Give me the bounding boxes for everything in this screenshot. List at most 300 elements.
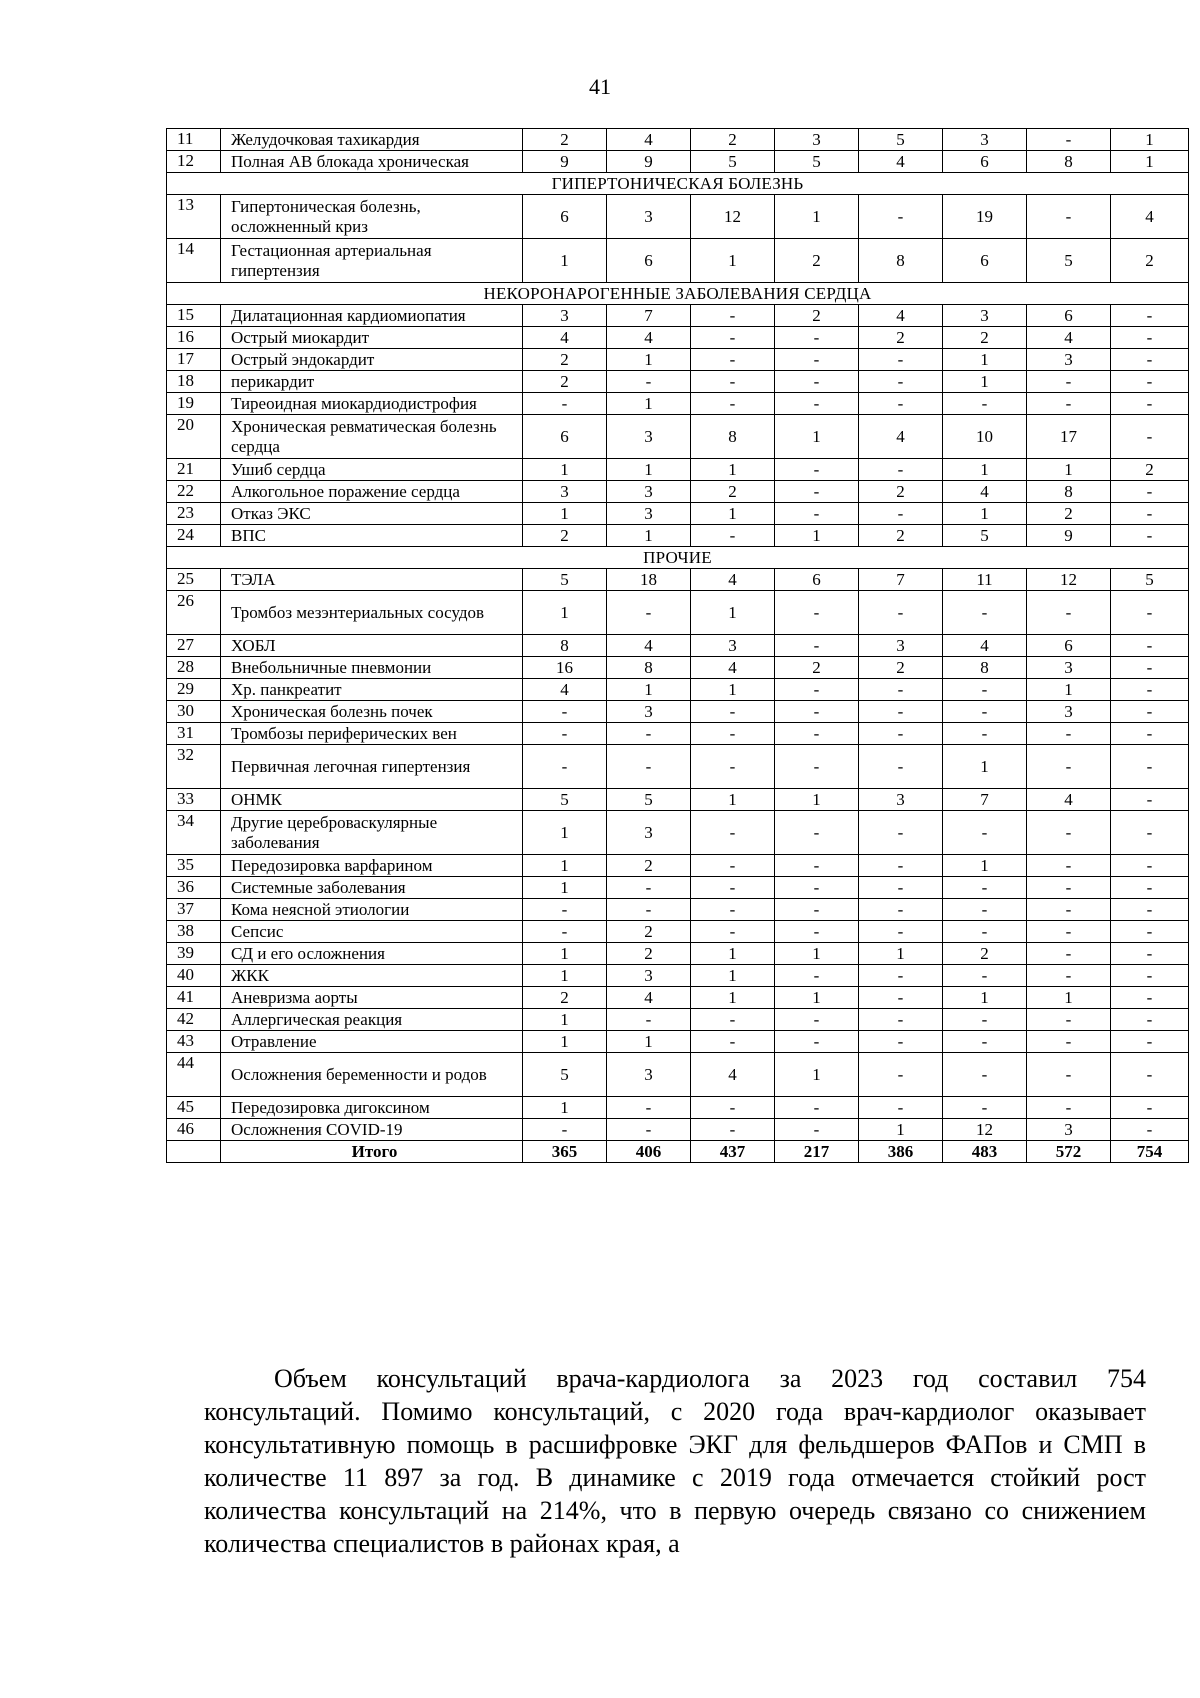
table-row xyxy=(167,305,1189,327)
row-number: 14 xyxy=(167,239,221,283)
row-number: 21 xyxy=(167,459,221,481)
value-cell: 1 xyxy=(775,195,859,239)
row-number: 18 xyxy=(167,371,221,393)
value-cell: - xyxy=(691,921,775,943)
value-cell: - xyxy=(943,811,1027,855)
value-cell: 4 xyxy=(1027,789,1111,811)
value-cell: - xyxy=(1027,1009,1111,1031)
value-cell: 9 xyxy=(607,151,691,173)
value-cell: 3 xyxy=(1027,701,1111,723)
value-cell: - xyxy=(691,305,775,327)
value-cell: 2 xyxy=(523,371,607,393)
section-title: ПРОЧИЕ xyxy=(167,547,1189,569)
value-cell: 2 xyxy=(691,129,775,151)
value-cell: - xyxy=(859,1031,943,1053)
value-cell: 5 xyxy=(775,151,859,173)
row-number: 11 xyxy=(167,129,221,151)
value-cell: 2 xyxy=(859,481,943,503)
value-cell: - xyxy=(691,701,775,723)
value-cell: - xyxy=(1111,305,1189,327)
row-number: 35 xyxy=(167,855,221,877)
value-cell: - xyxy=(859,591,943,635)
body-paragraph: Объем консультаций врача-кардиолога за 2023 год составил 754 консультаций. Помимо консультаций, с 2020 года врач-кардиолог оказывает консультативную помощь в расшифровке ЭКГ для фельдшеров ФАПов и СМП в количестве 11 897 за год. В динамике с 2019 года отмечается стойкий рост количества консультаций на 214%, что в первую очередь связано со снижением количества специалистов в районах края, а xyxy=(204,1364,1146,1558)
row-label: Аневризма аорты xyxy=(221,987,523,1009)
value-cell: 3 xyxy=(523,481,607,503)
value-cell: 18 xyxy=(607,569,691,591)
row-label: ТЭЛА xyxy=(221,569,523,591)
value-cell: - xyxy=(691,327,775,349)
value-cell: 4 xyxy=(1111,195,1189,239)
value-cell: 2 xyxy=(523,525,607,547)
row-label: Осложнения COVID-19 xyxy=(221,1119,523,1141)
value-cell: - xyxy=(1111,503,1189,525)
value-cell: 9 xyxy=(1027,525,1111,547)
value-cell: 1 xyxy=(775,789,859,811)
value-cell: 1 xyxy=(523,965,607,987)
value-cell: - xyxy=(775,723,859,745)
value-cell: 12 xyxy=(943,1119,1027,1141)
value-cell: - xyxy=(1111,943,1189,965)
row-label: Отравление xyxy=(221,1031,523,1053)
value-cell: - xyxy=(859,679,943,701)
row-number: 37 xyxy=(167,899,221,921)
table-body xyxy=(167,129,1189,1163)
value-cell: - xyxy=(1111,657,1189,679)
value-cell: - xyxy=(691,1119,775,1141)
row-label: Хроническая болезнь почек xyxy=(221,701,523,723)
table-row xyxy=(167,327,1189,349)
row-label: Полная АВ блокада хроническая xyxy=(221,151,523,173)
value-cell: 4 xyxy=(859,151,943,173)
value-cell: 3 xyxy=(1027,349,1111,371)
value-cell: 2 xyxy=(607,855,691,877)
table-row xyxy=(167,349,1189,371)
value-cell: 3 xyxy=(607,415,691,459)
section-header-row xyxy=(167,173,1189,195)
value-cell: 1 xyxy=(1111,151,1189,173)
value-cell: 6 xyxy=(607,239,691,283)
value-cell: 3 xyxy=(859,635,943,657)
value-cell: 1 xyxy=(1111,129,1189,151)
row-number: 40 xyxy=(167,965,221,987)
value-cell: - xyxy=(1111,327,1189,349)
row-label: ЖКК xyxy=(221,965,523,987)
value-cell: - xyxy=(775,503,859,525)
value-cell: - xyxy=(943,723,1027,745)
value-cell: - xyxy=(1027,195,1111,239)
value-cell: - xyxy=(1111,415,1189,459)
table-row xyxy=(167,195,1189,239)
row-number: 12 xyxy=(167,151,221,173)
value-cell: 2 xyxy=(523,129,607,151)
value-cell: 1 xyxy=(775,1053,859,1097)
table-row xyxy=(167,657,1189,679)
value-cell: 1 xyxy=(943,349,1027,371)
value-cell: 6 xyxy=(523,195,607,239)
row-number: 22 xyxy=(167,481,221,503)
row-number: 41 xyxy=(167,987,221,1009)
value-cell: 2 xyxy=(1111,459,1189,481)
value-cell: - xyxy=(775,459,859,481)
value-cell: - xyxy=(859,965,943,987)
value-cell: - xyxy=(1111,1009,1189,1031)
value-cell: - xyxy=(691,855,775,877)
row-label: Передозировка дигоксином xyxy=(221,1097,523,1119)
value-cell: 1 xyxy=(691,789,775,811)
value-cell: - xyxy=(1111,701,1189,723)
value-cell: 1 xyxy=(691,965,775,987)
value-cell: - xyxy=(943,1097,1027,1119)
value-cell: 1 xyxy=(691,591,775,635)
value-cell: 3 xyxy=(607,503,691,525)
table-row xyxy=(167,1119,1189,1141)
row-number: 33 xyxy=(167,789,221,811)
table-row xyxy=(167,701,1189,723)
value-cell: 1 xyxy=(523,943,607,965)
value-cell: - xyxy=(775,591,859,635)
value-cell: 1 xyxy=(523,591,607,635)
table-row xyxy=(167,129,1189,151)
row-label: Ушиб сердца xyxy=(221,459,523,481)
value-cell: - xyxy=(775,965,859,987)
value-cell: - xyxy=(1027,899,1111,921)
row-number xyxy=(167,1141,221,1163)
row-number: 30 xyxy=(167,701,221,723)
value-cell: 3 xyxy=(607,481,691,503)
value-cell: - xyxy=(775,635,859,657)
value-cell: - xyxy=(523,899,607,921)
table-row xyxy=(167,921,1189,943)
row-number: 32 xyxy=(167,745,221,789)
value-cell: 2 xyxy=(523,349,607,371)
row-label: Первичная легочная гипертензия xyxy=(221,745,523,789)
table-row xyxy=(167,151,1189,173)
value-cell: - xyxy=(943,965,1027,987)
value-cell: - xyxy=(775,1009,859,1031)
value-cell: 1 xyxy=(691,459,775,481)
row-number: 27 xyxy=(167,635,221,657)
value-cell: - xyxy=(775,371,859,393)
value-cell: 1 xyxy=(775,943,859,965)
row-label: Алкогольное поражение сердца xyxy=(221,481,523,503)
table-row xyxy=(167,723,1189,745)
value-cell: - xyxy=(775,1031,859,1053)
value-cell: 1 xyxy=(775,987,859,1009)
value-cell: - xyxy=(691,349,775,371)
value-cell: 1 xyxy=(607,1031,691,1053)
value-cell: - xyxy=(607,877,691,899)
value-cell: 5 xyxy=(523,1053,607,1097)
value-cell: - xyxy=(943,591,1027,635)
row-label: Тиреоидная миокардиодистрофия xyxy=(221,393,523,415)
value-cell: 1 xyxy=(607,393,691,415)
value-cell: - xyxy=(859,1097,943,1119)
value-cell: - xyxy=(1111,921,1189,943)
value-cell: 4 xyxy=(943,481,1027,503)
table-row xyxy=(167,987,1189,1009)
value-cell: - xyxy=(943,899,1027,921)
value-cell: - xyxy=(775,745,859,789)
row-label: Хр. панкреатит xyxy=(221,679,523,701)
value-cell: - xyxy=(859,349,943,371)
value-cell: - xyxy=(1111,481,1189,503)
table-row xyxy=(167,393,1189,415)
row-label: Внебольничные пневмонии xyxy=(221,657,523,679)
value-cell: 1 xyxy=(691,943,775,965)
value-cell: - xyxy=(943,1053,1027,1097)
value-cell: - xyxy=(523,1119,607,1141)
value-cell: - xyxy=(859,1053,943,1097)
value-cell: 1 xyxy=(1027,679,1111,701)
value-cell: - xyxy=(691,393,775,415)
value-cell: - xyxy=(1027,591,1111,635)
value-cell: - xyxy=(1027,943,1111,965)
value-cell: - xyxy=(523,723,607,745)
value-cell: - xyxy=(859,503,943,525)
value-cell: - xyxy=(1111,525,1189,547)
row-number: 46 xyxy=(167,1119,221,1141)
value-cell: - xyxy=(859,855,943,877)
value-cell: 3 xyxy=(1027,1119,1111,1141)
value-cell: 3 xyxy=(859,789,943,811)
value-cell: 16 xyxy=(523,657,607,679)
value-cell: 7 xyxy=(607,305,691,327)
value-cell: 1 xyxy=(523,1097,607,1119)
value-cell: 2 xyxy=(1111,239,1189,283)
value-cell: - xyxy=(859,393,943,415)
value-cell: 4 xyxy=(523,679,607,701)
value-cell: 5 xyxy=(607,789,691,811)
value-cell: 1 xyxy=(691,239,775,283)
value-cell: - xyxy=(1111,393,1189,415)
value-cell: 3 xyxy=(607,811,691,855)
value-cell: - xyxy=(775,921,859,943)
value-cell: - xyxy=(1027,129,1111,151)
value-cell: 1 xyxy=(943,503,1027,525)
value-cell: 1 xyxy=(775,525,859,547)
value-cell: 1 xyxy=(607,459,691,481)
value-cell: - xyxy=(1111,591,1189,635)
value-cell: 572 xyxy=(1027,1141,1111,1163)
value-cell: 6 xyxy=(1027,635,1111,657)
value-cell: 1 xyxy=(607,349,691,371)
table-row xyxy=(167,371,1189,393)
value-cell: - xyxy=(1111,965,1189,987)
value-cell: 2 xyxy=(1027,503,1111,525)
value-cell: 1 xyxy=(523,1009,607,1031)
value-cell: - xyxy=(775,877,859,899)
value-cell: - xyxy=(1027,877,1111,899)
table-row xyxy=(167,1031,1189,1053)
value-cell: 6 xyxy=(943,239,1027,283)
value-cell: - xyxy=(859,745,943,789)
value-cell: - xyxy=(1027,393,1111,415)
value-cell: 4 xyxy=(943,635,1027,657)
row-label: Хроническая ревматическая болезнь сердца xyxy=(221,415,523,459)
value-cell: - xyxy=(607,591,691,635)
value-cell: - xyxy=(943,921,1027,943)
row-number: 43 xyxy=(167,1031,221,1053)
row-number: 15 xyxy=(167,305,221,327)
value-cell: - xyxy=(691,899,775,921)
value-cell: - xyxy=(607,1097,691,1119)
value-cell: 8 xyxy=(859,239,943,283)
value-cell: - xyxy=(859,723,943,745)
value-cell: 5 xyxy=(943,525,1027,547)
value-cell: - xyxy=(859,371,943,393)
value-cell: - xyxy=(691,1031,775,1053)
row-number: 34 xyxy=(167,811,221,855)
row-label: Итого xyxy=(221,1141,523,1163)
row-label: Передозировка варфарином xyxy=(221,855,523,877)
value-cell: - xyxy=(1111,635,1189,657)
value-cell: 2 xyxy=(943,327,1027,349)
value-cell: 1 xyxy=(607,525,691,547)
value-cell: 3 xyxy=(607,1053,691,1097)
statistics-table xyxy=(166,128,1189,1163)
value-cell: 3 xyxy=(943,305,1027,327)
table-row xyxy=(167,591,1189,635)
value-cell: 4 xyxy=(607,635,691,657)
value-cell: - xyxy=(1111,811,1189,855)
row-label: Гестационная артериальная гипертензия xyxy=(221,239,523,283)
value-cell: - xyxy=(1111,1031,1189,1053)
section-title: НЕКОРОНАРОГЕННЫЕ ЗАБОЛЕВАНИЯ СЕРДЦА xyxy=(167,283,1189,305)
value-cell: 1 xyxy=(691,679,775,701)
value-cell: - xyxy=(607,899,691,921)
value-cell: 2 xyxy=(691,481,775,503)
value-cell: - xyxy=(1111,679,1189,701)
value-cell: 1 xyxy=(523,239,607,283)
value-cell: 5 xyxy=(523,789,607,811)
table-row xyxy=(167,239,1189,283)
value-cell: - xyxy=(1027,921,1111,943)
value-cell: 4 xyxy=(607,327,691,349)
value-cell: - xyxy=(775,679,859,701)
value-cell: 217 xyxy=(775,1141,859,1163)
row-label: Аллергическая реакция xyxy=(221,1009,523,1031)
value-cell: 1 xyxy=(943,745,1027,789)
row-label: ВПС xyxy=(221,525,523,547)
value-cell: - xyxy=(1111,1119,1189,1141)
value-cell: 4 xyxy=(607,129,691,151)
value-cell: - xyxy=(775,701,859,723)
value-cell: - xyxy=(1027,965,1111,987)
page-number: 41 xyxy=(589,74,611,99)
value-cell: 1 xyxy=(691,503,775,525)
value-cell: - xyxy=(1027,1031,1111,1053)
value-cell: 1 xyxy=(943,987,1027,1009)
value-cell: 3 xyxy=(607,195,691,239)
value-cell: - xyxy=(1027,1097,1111,1119)
table-row xyxy=(167,811,1189,855)
value-cell: 4 xyxy=(691,657,775,679)
value-cell: 8 xyxy=(1027,151,1111,173)
row-number: 17 xyxy=(167,349,221,371)
value-cell: - xyxy=(775,811,859,855)
value-cell: - xyxy=(775,481,859,503)
value-cell: - xyxy=(1111,789,1189,811)
value-cell: 1 xyxy=(859,1119,943,1141)
table-row xyxy=(167,503,1189,525)
value-cell: 2 xyxy=(943,943,1027,965)
value-cell: - xyxy=(943,1031,1027,1053)
row-label: Кома неясной этиологии xyxy=(221,899,523,921)
value-cell: - xyxy=(859,701,943,723)
row-number: 28 xyxy=(167,657,221,679)
value-cell: 1 xyxy=(691,987,775,1009)
row-number: 31 xyxy=(167,723,221,745)
value-cell: - xyxy=(943,877,1027,899)
value-cell: 1 xyxy=(523,459,607,481)
value-cell: 8 xyxy=(607,657,691,679)
value-cell: - xyxy=(859,921,943,943)
row-number: 44 xyxy=(167,1053,221,1097)
value-cell: 19 xyxy=(943,195,1027,239)
table-row xyxy=(167,1097,1189,1119)
row-number: 16 xyxy=(167,327,221,349)
value-cell: 4 xyxy=(859,415,943,459)
table-row xyxy=(167,1009,1189,1031)
value-cell: 483 xyxy=(943,1141,1027,1163)
value-cell: 2 xyxy=(859,657,943,679)
value-cell: - xyxy=(1111,1097,1189,1119)
value-cell: - xyxy=(775,393,859,415)
value-cell: - xyxy=(1111,745,1189,789)
value-cell: - xyxy=(691,1009,775,1031)
row-label: Другие цереброваскулярные заболевания xyxy=(221,811,523,855)
value-cell: 2 xyxy=(859,327,943,349)
value-cell: 5 xyxy=(523,569,607,591)
value-cell: - xyxy=(859,987,943,1009)
value-cell: 5 xyxy=(1111,569,1189,591)
value-cell: - xyxy=(691,745,775,789)
value-cell: - xyxy=(1111,855,1189,877)
total-row xyxy=(167,1141,1189,1163)
table-row xyxy=(167,459,1189,481)
value-cell: 4 xyxy=(691,569,775,591)
value-cell: 437 xyxy=(691,1141,775,1163)
value-cell: - xyxy=(691,1097,775,1119)
value-cell: 5 xyxy=(859,129,943,151)
value-cell: 4 xyxy=(1027,327,1111,349)
value-cell: - xyxy=(859,459,943,481)
value-cell: - xyxy=(607,1009,691,1031)
row-number: 23 xyxy=(167,503,221,525)
value-cell: 2 xyxy=(523,987,607,1009)
value-cell: 1 xyxy=(1027,987,1111,1009)
value-cell: - xyxy=(523,701,607,723)
table-row xyxy=(167,635,1189,657)
value-cell: 2 xyxy=(859,525,943,547)
value-cell: 17 xyxy=(1027,415,1111,459)
value-cell: 6 xyxy=(523,415,607,459)
value-cell: - xyxy=(1111,899,1189,921)
value-cell: 8 xyxy=(1027,481,1111,503)
value-cell: 3 xyxy=(607,965,691,987)
value-cell: - xyxy=(1027,745,1111,789)
value-cell: 8 xyxy=(943,657,1027,679)
value-cell: 5 xyxy=(1027,239,1111,283)
value-cell: - xyxy=(1111,371,1189,393)
value-cell: 1 xyxy=(943,855,1027,877)
value-cell: 3 xyxy=(1027,657,1111,679)
value-cell: - xyxy=(1027,855,1111,877)
table-row xyxy=(167,481,1189,503)
value-cell: 8 xyxy=(523,635,607,657)
value-cell: 386 xyxy=(859,1141,943,1163)
value-cell: - xyxy=(691,371,775,393)
